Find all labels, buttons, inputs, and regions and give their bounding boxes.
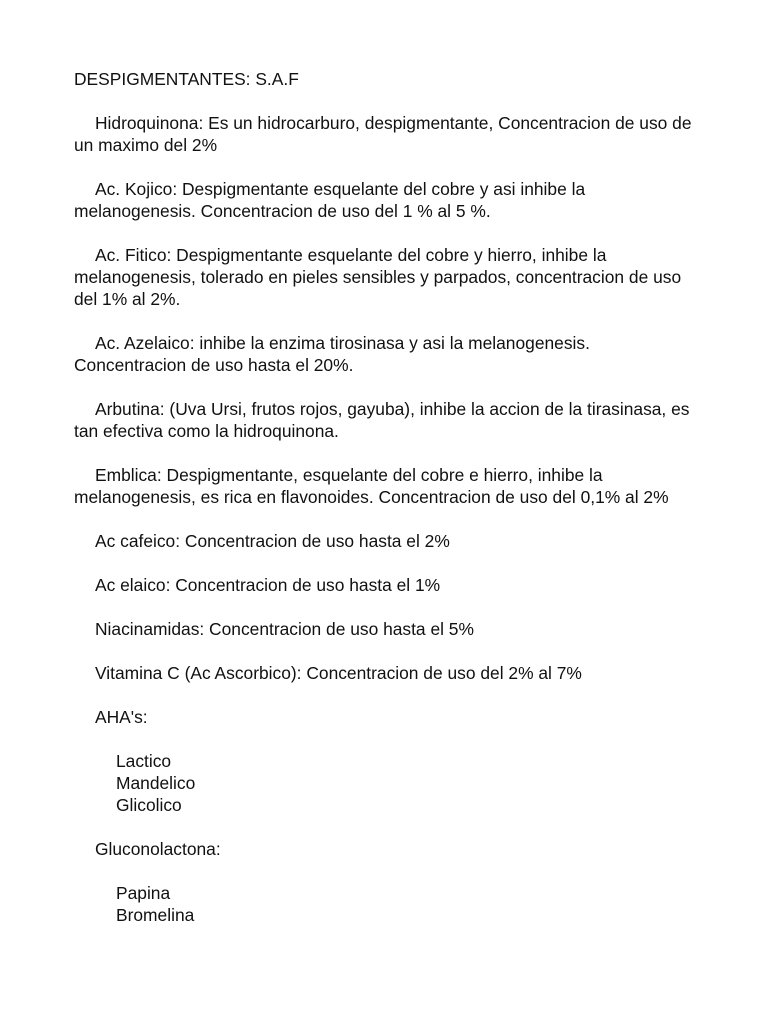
paragraph-ac-kojico: Ac. Kojico: Despigmentante esquelante del cobre y asi inhibe la melanogenesis. Concentracion de uso del 1 % al 5 %.: [74, 179, 586, 221]
document-title: DESPIGMENTANTES: S.A.F: [74, 69, 299, 89]
list-item: Lactico: [116, 751, 172, 771]
document-page: [74, 68, 704, 948]
paragraph-emblica: Emblica: Despigmentante, esquelante del cobre e hierro, inhibe la melanogenesis, es rica en flavonoides. Concentracion de uso del 0,1% al 2%: [74, 465, 669, 507]
list-item: Papina: [116, 883, 171, 903]
line-ac-elaico: Ac elaico: Concentracion de uso hasta el 1%: [95, 575, 441, 595]
gluconolactona-heading: Gluconolactona:: [95, 839, 221, 859]
paragraph-hidroquinona: Hidroquinona: Es un hidrocarburo, despigmentante, Concentracion de uso de un maximo del 2%: [74, 113, 692, 155]
line-ac-cafeico: Ac cafeico: Concentracion de uso hasta el 2%: [95, 531, 450, 551]
paragraph-ac-fitico: Ac. Fitico: Despigmentante esquelante del cobre y hierro, inhibe la melanogenesis, tolerado en pieles sensibles y parpados, concentracion de uso del 1% al 2%.: [74, 245, 682, 309]
list-item: Glicolico: [116, 795, 182, 815]
line-vitamina-c: Vitamina C (Ac Ascorbico): Concentracion de uso del 2% al 7%: [95, 663, 582, 683]
aha-heading: AHA's:: [95, 707, 148, 727]
line-niacinamidas: Niacinamidas: Concentracion de uso hasta el 5%: [95, 619, 474, 639]
paragraph-arbutina: Arbutina: (Uva Ursi, frutos rojos, gayuba), inhibe la accion de la tirasinasa, es tan efectiva como la hidroquinona.: [74, 399, 690, 441]
gluconolactona-list: [74, 882, 704, 926]
paragraph-ac-azelaico: Ac. Azelaico: inhibe la enzima tirosinasa y asi la melanogenesis. Concentracion de uso hasta el 20%.: [74, 333, 590, 375]
aha-list: [74, 750, 704, 816]
list-item: Mandelico: [116, 773, 196, 793]
list-item: Bromelina: [116, 905, 195, 925]
